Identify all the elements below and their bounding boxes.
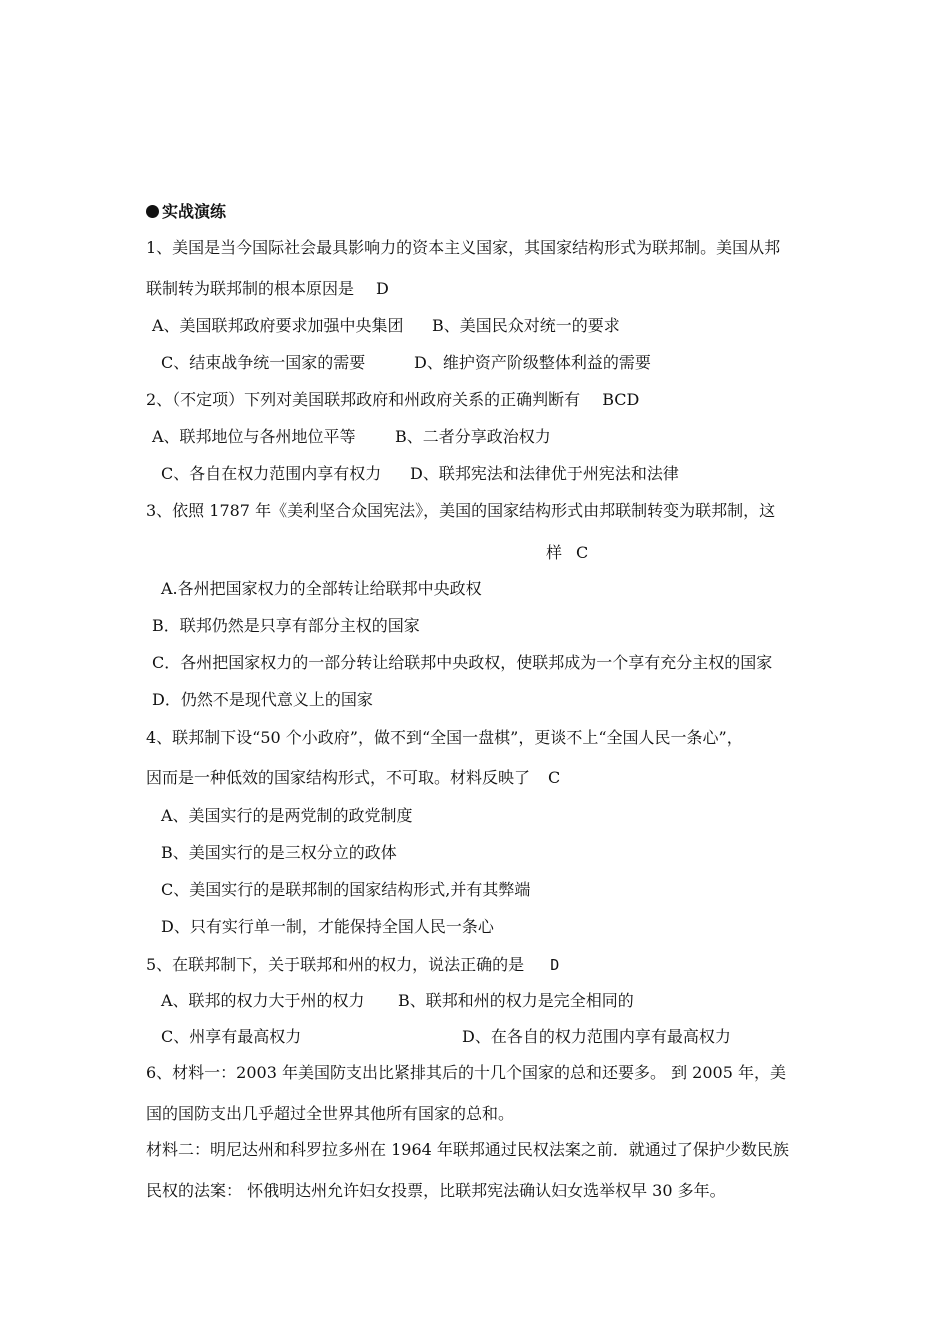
q5-answer: D — [550, 956, 560, 974]
q3-answer: C — [576, 543, 589, 562]
q3-stem-line2: 样 C — [546, 543, 589, 562]
bullet-icon — [146, 205, 159, 218]
q6-stem-line1: 6、材料一：2003 年美国防支出比紧排其后的十几个国家的总和还要多。 到 2005 年，美 — [146, 1063, 786, 1082]
q5-option-d: D、在各自的权力范围内享有最高权力 — [462, 1027, 731, 1046]
q2-option-c: C、各自在权力范围内享有权力 — [161, 464, 382, 483]
q4-option-d: D、只有实行单一制，才能保持全国人民一条心 — [161, 917, 494, 936]
q2-answer: BCD — [602, 390, 640, 409]
q4-stem-line2: 因而是一种低效的国家结构形式，不可取。材料反映了 C — [146, 768, 561, 787]
q4-answer: C — [548, 768, 561, 787]
q3-stem-line1: 3、依照 1787 年《美利坚合众国宪法》，美国的国家结构形式由邦联制转变为联邦制，这 — [146, 501, 776, 520]
q2-option-d: D、联邦宪法和法律优于州宪法和法律 — [410, 464, 679, 483]
q4-option-a: A、美国实行的是两党制的政党制度 — [161, 806, 413, 825]
q3-option-d: D．仍然不是现代意义上的国家 — [152, 690, 373, 709]
q4-option-c: C、美国实行的是联邦制的国家结构形式,并有其弊端 — [161, 880, 531, 899]
q5-option-b: B、联邦和州的权力是完全相同的 — [398, 991, 634, 1010]
q3-option-c: C．各州把国家权力的一部分转让给联邦中央政权，使联邦成为一个享有充分主权的国家 — [152, 653, 773, 672]
q1-stem-line1: 1、美国是当今国际社会最具影响力的资本主义国家，其国家结构形式为联邦制。美国从邦 — [146, 238, 781, 257]
q1-answer: D — [376, 279, 389, 298]
q5-option-a: A、联邦的权力大于州的权力 — [161, 991, 365, 1010]
q4-option-b: B、美国实行的是三权分立的政体 — [161, 843, 397, 862]
q1-option-c: C、结束战争统一国家的需要 — [161, 353, 366, 372]
q1-option-d: D、维护资产阶级整体利益的需要 — [414, 353, 651, 372]
q1-stem-line2: 联制转为联邦制的根本原因是 D — [146, 279, 389, 298]
q1-option-b: B、美国民众对统一的要求 — [432, 316, 620, 335]
q6-stem-line2: 国的国防支出几乎超过全世界其他所有国家的总和。 — [146, 1104, 515, 1123]
q6-material2-line2: 民权的法案： 怀俄明达州允许妇女投票，比联邦宪法确认妇女选举权早 30 多年。 — [146, 1181, 726, 1200]
q3-option-a: A.各州把国家权力的全部转让给联邦中央政权 — [161, 579, 482, 598]
section-heading: 实战演练 — [146, 202, 226, 222]
q2-option-b: B、二者分享政治权力 — [395, 427, 551, 446]
q4-stem-line1: 4、联邦制下设“50 个小政府”，做不到“全国一盘棋”，更谈不上“全国人民一条心”， — [146, 728, 743, 747]
q2-option-a: A、联邦地位与各州地位平等 — [152, 427, 356, 446]
q2-stem-line1: 2、（不定项）下列对美国联邦政府和州政府关系的正确判断有 BCD — [146, 390, 640, 409]
q6-material2-line1: 材料二：明尼达州和科罗拉多州在 1964 年联邦通过民权法案之前．就通过了保护少数民族 — [146, 1140, 789, 1159]
q5-option-c: C、州享有最高权力 — [161, 1027, 302, 1046]
q1-option-a: A、美国联邦政府要求加强中央集团 — [152, 316, 404, 335]
q5-stem-line1: 5、在联邦制下，关于联邦和州的权力，说法正确的是 D — [146, 955, 560, 974]
q3-option-b: B．联邦仍然是只享有部分主权的国家 — [152, 616, 420, 635]
